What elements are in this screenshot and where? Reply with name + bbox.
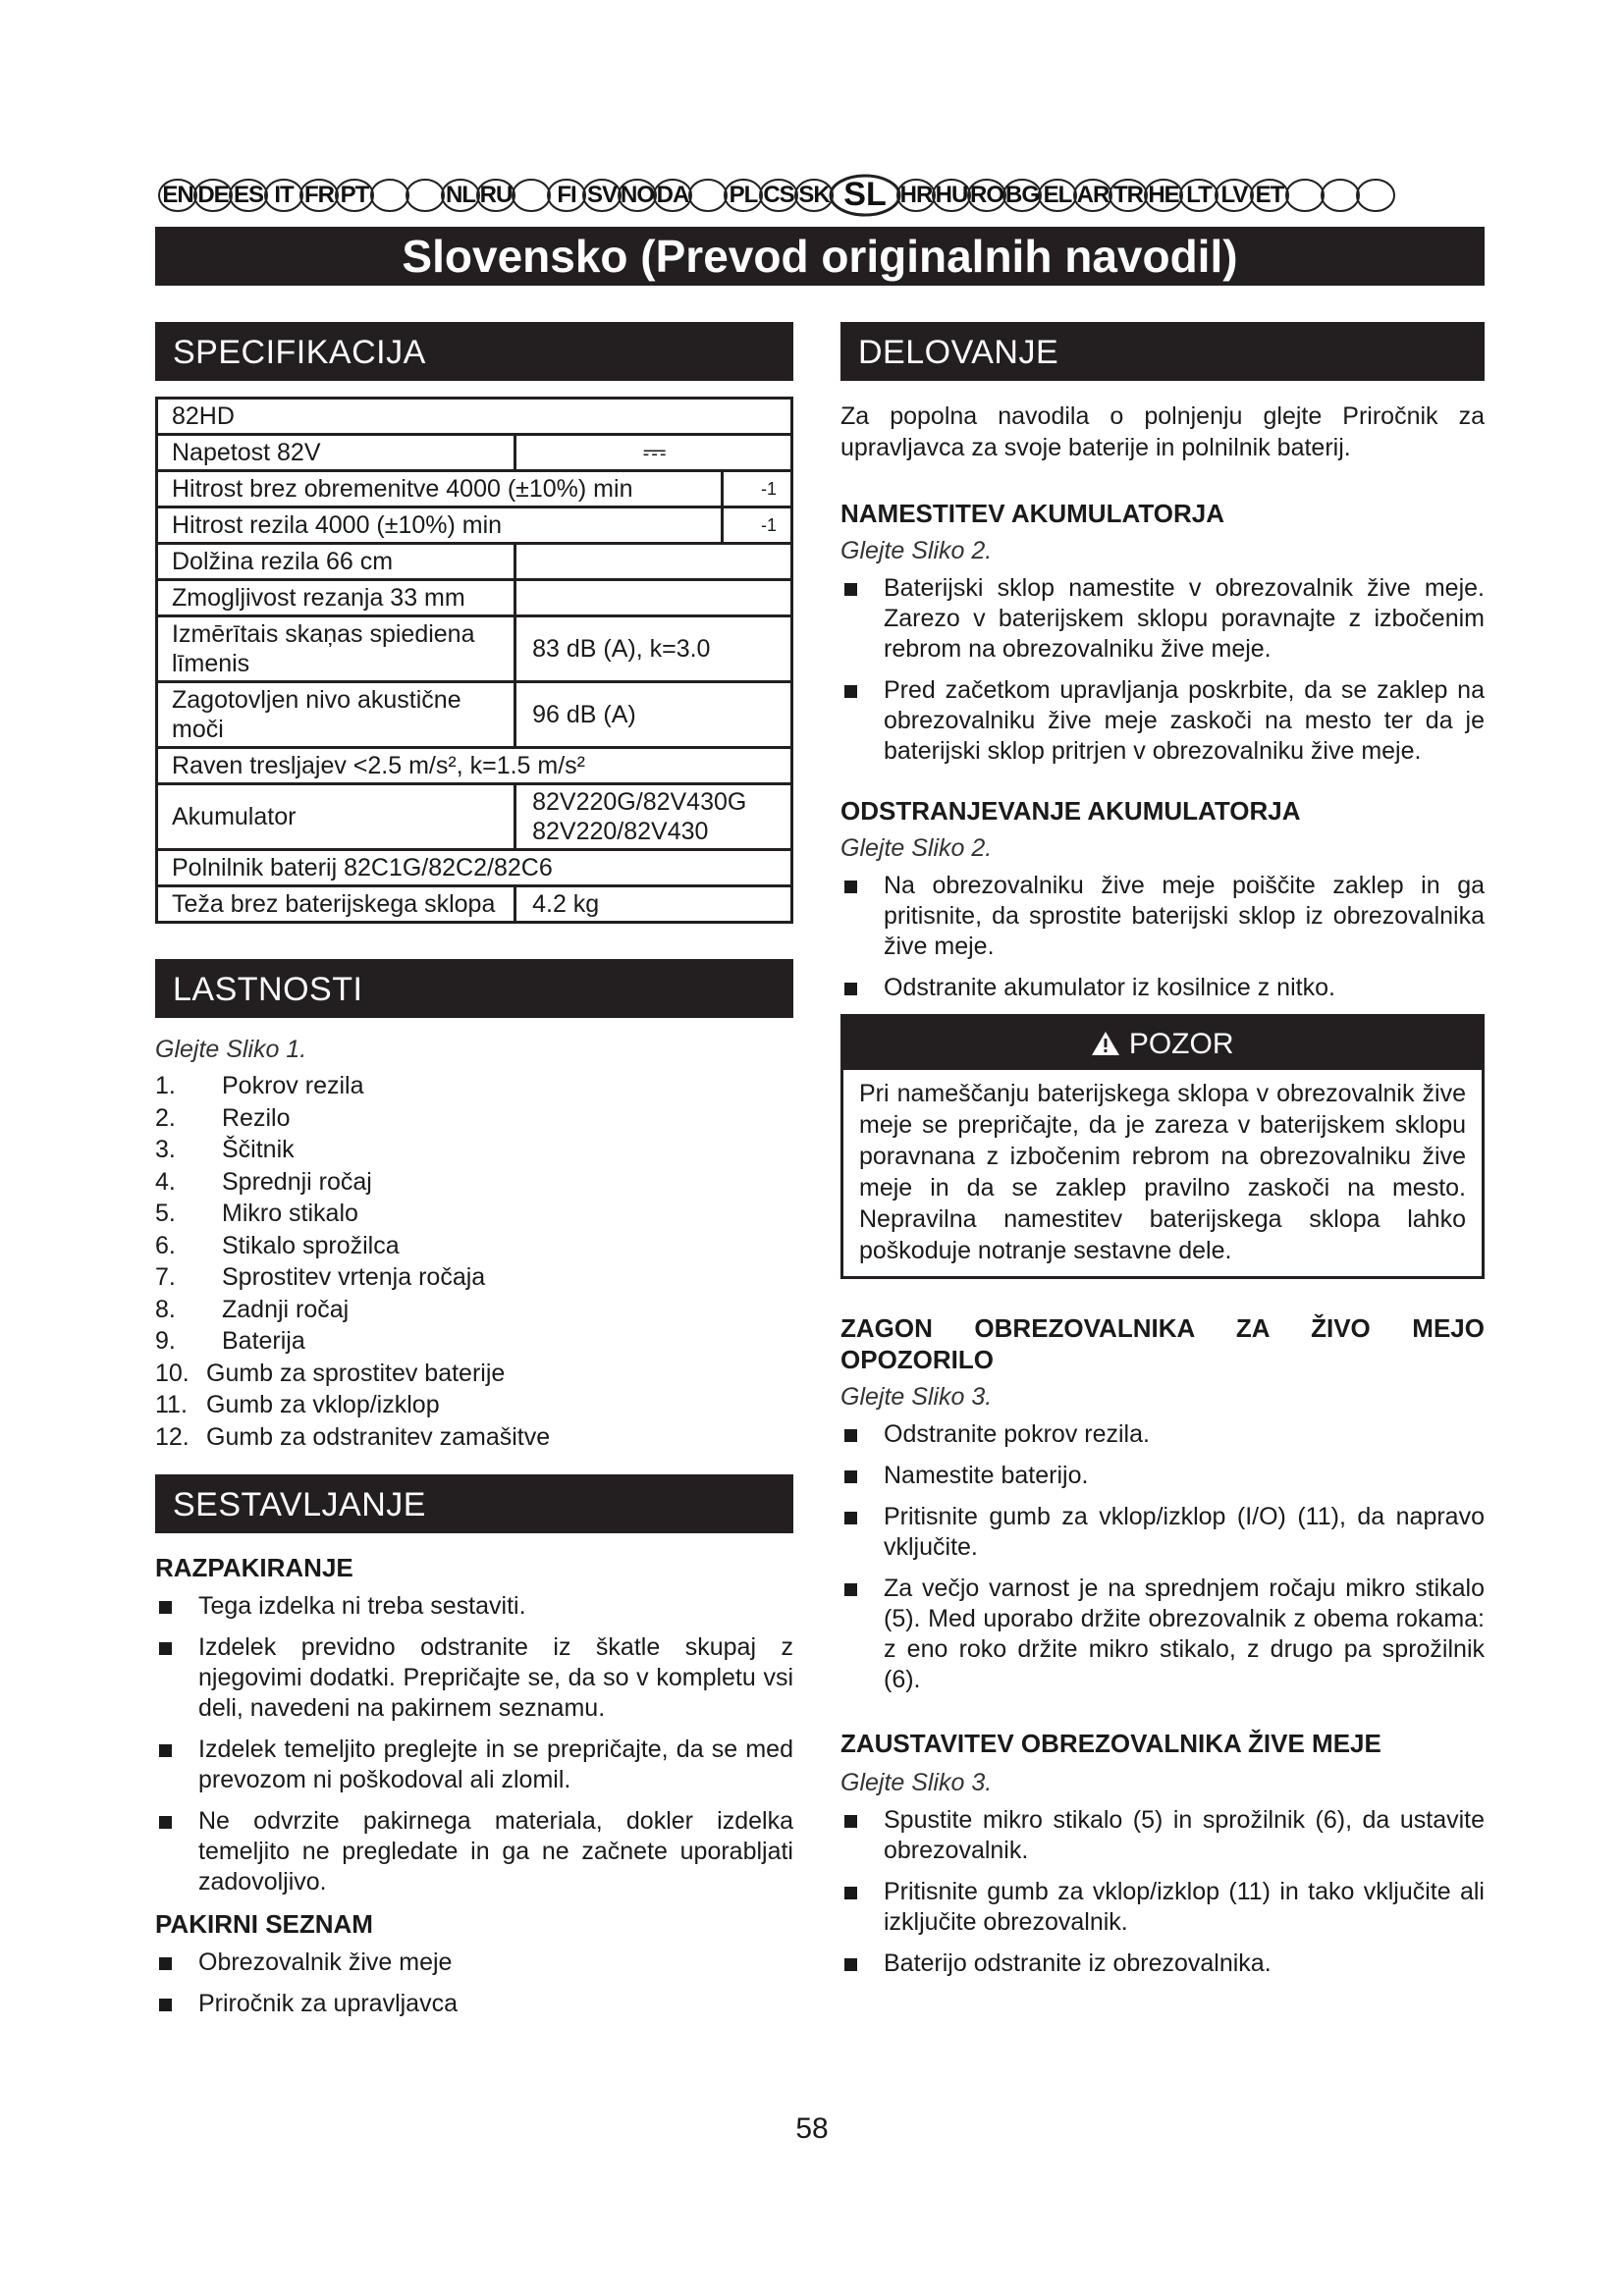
language-tab-fr: FR: [304, 182, 334, 208]
list-item-text: Ne odvrzite pakirnega materiala, dokler izdelka temeljito ne pregledate in ga ne začnete uporabljati zadovoljivo.: [198, 1807, 793, 1896]
language-tab-he: HE: [1148, 182, 1179, 208]
list-item: [155, 1989, 793, 2019]
table-row: [157, 471, 792, 507]
see-figure-3: Glejte Sliko 3.: [840, 1383, 993, 1411]
section-heading-delovanje: DELOVANJE: [840, 322, 1485, 381]
bullet-square-icon: [844, 1958, 857, 1971]
table-row: [157, 850, 792, 886]
see-figure-1: Glejte Sliko 1.: [155, 1036, 307, 1063]
table-row: [157, 544, 792, 580]
bullet-square-icon: [844, 583, 857, 596]
list-item-text: Na obrezovalniku žive meje poiščite zaklep in ga pritisnite, da sprostite baterijski sklop iz obrezovalnika žive meje.: [884, 872, 1485, 960]
list-item: [840, 1877, 1485, 1938]
subheading-zaustavitev: ZAUSTAVITEV OBREZOVALNIKA ŽIVE MEJE: [840, 1729, 1381, 1758]
bullet-square-icon: [844, 1815, 857, 1828]
list-item: [155, 1806, 793, 1897]
spec-battery-label: Akumulator: [157, 784, 515, 850]
list-item: [155, 1358, 793, 1390]
razpakiranje-list: [155, 1591, 793, 1897]
list-item: [155, 1070, 793, 1102]
list-item: [155, 1134, 793, 1166]
list-item-text: Baterijo odstranite iz obrezovalnika.: [884, 1949, 1272, 1977]
warning-triangle-icon: [1091, 1028, 1128, 1060]
table-row: [157, 784, 792, 850]
see-figure-3: Glejte Sliko 3.: [840, 1769, 993, 1796]
bullet-square-icon: [159, 1816, 172, 1829]
subheading-namestitev: NAMESTITEV AKUMULATORJA: [840, 499, 1224, 528]
list-item-text: Za večjo varnost je na sprednjem ročaju mikro stikalo (5). Med uporabo držite obrezovalnik z obema rokama: z eno roko držite mikro stikalo, z drugo pa sprožilnik (6).: [884, 1575, 1485, 1693]
dc-symbol-icon: ⎓: [515, 435, 792, 471]
subheading-pakirni-seznam: PAKIRNI SEZNAM: [155, 1909, 373, 1939]
list-item-number: 1.: [155, 1072, 176, 1099]
language-tab-ru: RU: [479, 182, 513, 208]
list-item-number: 5.: [155, 1200, 176, 1227]
list-item: [155, 1632, 793, 1724]
list-item-number: 3.: [155, 1136, 176, 1163]
spec-no-load-speed: Hitrost brez obremenitve 4000 (±10%) min: [157, 471, 723, 507]
list-item: [840, 1461, 1485, 1491]
bullet-square-icon: [159, 1999, 172, 2011]
spec-sound-power-label: Zagotovljen nivo akustične moči: [157, 682, 515, 748]
bullet-square-icon: [844, 1470, 857, 1483]
list-item-number: 9.: [155, 1327, 176, 1355]
list-item-text: Pokrov rezila: [222, 1072, 364, 1099]
list-item-text: Ščitnik: [222, 1136, 295, 1163]
warning-header: [843, 1017, 1482, 1070]
subheading-razpakiranje: RAZPAKIRANJE: [155, 1553, 353, 1582]
zaustavitev-list: [840, 1805, 1485, 1979]
subheading-zagon: ZAGON OBREZOVALNIKA ZA ŽIVO MEJO OPOZORILO: [840, 1313, 1485, 1374]
list-item: [840, 1419, 1485, 1450]
list-item-text: Tega izdelka ni treba sestaviti.: [198, 1592, 526, 1620]
bullet-square-icon: [159, 1744, 172, 1757]
spec-sound-pressure-value: 83 dB (A), k=3.0: [515, 616, 792, 682]
bullet-square-icon: [159, 1642, 172, 1655]
warning-box: [840, 1014, 1485, 1279]
list-item: [155, 1389, 793, 1421]
list-item-text: Odstranite pokrov rezila.: [884, 1420, 1150, 1448]
section-heading-specifikacija: SPECIFIKACIJA: [155, 322, 793, 381]
language-tab-da: DA: [656, 182, 689, 208]
section-heading-lastnosti: LASTNOSTI: [155, 959, 793, 1018]
table-row: [157, 682, 792, 748]
spec-model: 82HD: [157, 399, 792, 435]
list-item-number: 7.: [155, 1263, 176, 1291]
table-row: [157, 748, 792, 784]
specification-table: [155, 397, 793, 924]
list-item-text: Baterijski sklop namestite v obrezovalnik žive meje. Zarezo v baterijskem sklopu poravnajte z izbočenim rebrom na obrezovalniku žive meje.: [884, 574, 1485, 663]
spec-vibration: Raven tresljajev <2.5 m/s², k=1.5 m/s²: [157, 748, 792, 784]
list-item-text: Stikalo sprožilca: [222, 1231, 400, 1259]
language-tab-nl: NL: [446, 182, 475, 208]
page-number: 58: [795, 2112, 829, 2145]
list-item-text: Sprostitev vrtenja ročaja: [222, 1263, 486, 1291]
bullet-square-icon: [159, 1957, 172, 1970]
language-tab-cs: CS: [763, 182, 794, 208]
list-item-number: 12.: [155, 1422, 189, 1451]
list-item-number: 2.: [155, 1103, 176, 1132]
list-item: [155, 1294, 793, 1326]
table-row: [157, 399, 792, 435]
spec-weight-value: 4.2 kg: [515, 886, 792, 923]
language-tab-it: IT: [274, 182, 294, 208]
list-item: [840, 1574, 1485, 1695]
language-tab-en: EN: [162, 182, 193, 208]
bullet-square-icon: [844, 685, 857, 698]
spec-blade-speed: Hitrost rezila 4000 (±10%) min: [157, 507, 723, 544]
bullet-square-icon: [844, 1429, 857, 1442]
language-tab-et: ET: [1255, 182, 1284, 208]
language-tab-bg: BG: [1005, 182, 1039, 208]
list-item-number: 8.: [155, 1295, 176, 1323]
bullet-square-icon: [844, 1512, 857, 1524]
section-heading-sestavljanje: SESTAVLJANJE: [155, 1474, 793, 1533]
language-tab-el: EL: [1043, 182, 1072, 208]
see-figure-2: Glejte Sliko 2.: [840, 834, 993, 862]
list-item: [155, 1166, 793, 1199]
spec-superscript: -1: [723, 471, 792, 507]
language-tab-lv: LV: [1220, 182, 1248, 208]
spec-battery-value-2: 82V220/82V430: [532, 818, 709, 845]
language-tab-tr: TR: [1113, 182, 1143, 208]
language-tab-hu: HU: [935, 182, 968, 208]
spec-battery-value: [515, 784, 792, 850]
language-tab-sl: SL: [843, 176, 887, 213]
list-item: [155, 1325, 793, 1358]
spec-charger: Polnilnik baterij 82C1G/82C2/82C6: [157, 850, 792, 886]
table-row: [157, 435, 792, 471]
spec-voltage-label: Napetost 82V: [157, 435, 515, 471]
language-tab-no: NO: [621, 182, 654, 208]
list-item: [840, 871, 1485, 962]
list-item-text: Zadnji ročaj: [222, 1295, 350, 1323]
bullet-square-icon: [844, 1583, 857, 1596]
bullet-square-icon: [159, 1601, 172, 1614]
list-item: [840, 675, 1485, 767]
list-item-text: Pritisnite gumb za vklop/izklop (I/O) (11), da napravo vključite.: [884, 1503, 1485, 1561]
list-item-text: Gumb za vklop/izklop: [206, 1391, 440, 1418]
language-tab-de: DE: [197, 182, 229, 208]
language-tab-ro: RO: [970, 182, 1003, 208]
namestitev-list: [840, 573, 1485, 767]
list-item-text: Odstranite akumulator iz kosilnice z nitko.: [884, 974, 1335, 1001]
bullet-square-icon: [844, 881, 857, 893]
odstranjevanje-list: [840, 871, 1485, 1003]
language-tab-fi: FI: [557, 182, 576, 208]
spec-empty-cell: [515, 544, 792, 580]
list-item: [840, 1502, 1485, 1563]
spec-weight-label: Teža brez baterijskega sklopa: [157, 886, 515, 923]
list-item-number: 6.: [155, 1231, 176, 1259]
list-item: [155, 1591, 793, 1622]
subheading-odstranjevanje: ODSTRANJEVANJE AKUMULATORJA: [840, 796, 1301, 826]
spec-superscript: -1: [723, 507, 792, 544]
list-item-number: 10.: [155, 1359, 189, 1387]
list-item: [155, 1421, 793, 1454]
language-tab-lt: LT: [1186, 182, 1212, 208]
list-item: [840, 1949, 1485, 1979]
list-item-text: Mikro stikalo: [222, 1200, 358, 1227]
list-item-number: 4.: [155, 1167, 176, 1196]
language-tab-sk: SK: [798, 182, 830, 208]
list-item-text: Izdelek previdno odstranite iz škatle skupaj z njegovimi dodatki. Prepričajte se, da so v kompletu vsi deli, navedeni na pakirnem seznamu.: [198, 1633, 793, 1722]
list-item: [840, 973, 1485, 1003]
language-tabs: [157, 174, 1485, 217]
list-item-text: Priročnik za upravljavca: [198, 1990, 458, 2017]
spec-cutting-capacity: Zmogljivost rezanja 33 mm: [157, 580, 515, 616]
table-row: [157, 580, 792, 616]
zagon-list: [840, 1419, 1485, 1695]
spec-empty-cell: [515, 580, 792, 616]
spec-sound-power-value: 96 dB (A): [515, 682, 792, 748]
left-column: [155, 322, 793, 2030]
list-item-text: Gumb za odstranitev zamašitve: [206, 1422, 551, 1451]
see-figure-2: Glejte Sliko 2.: [840, 537, 993, 564]
right-column: [840, 322, 1485, 1990]
warning-text: Pri nameščanju baterijskega sklopa v obrezovalnik žive meje se prepričajte, da je zareza v baterijskem sklopu poravnana z izbočenim rebrom na obrezovalniku žive meje in da se zaklep pravilno zaskoči na mesto. Nepravilna namestitev baterijskega sklopa lahko poškoduje notranje sestavne dele.: [859, 1080, 1466, 1264]
bullet-square-icon: [844, 983, 857, 995]
pakirni-list: [155, 1948, 793, 2019]
language-tab-sv: SV: [586, 182, 618, 208]
list-item: [155, 1261, 793, 1294]
delovanje-intro: Za popolna navodila o polnjenju glejte Priročnik za upravljavca za svoje baterije in polnilnik baterij.: [840, 402, 1485, 461]
page-title: Slovensko (Prevod originalnih navodil): [155, 227, 1485, 286]
list-item-text: Baterija: [222, 1327, 305, 1355]
list-item-text: Namestite baterijo.: [884, 1462, 1089, 1489]
list-item-text: Gumb za sprostitev baterije: [206, 1359, 506, 1387]
list-item-number: 11.: [155, 1391, 188, 1418]
warning-title: POZOR: [1128, 1028, 1234, 1060]
spec-battery-value-1: 82V220G/82V430G: [532, 788, 747, 816]
list-item-text: Rezilo: [222, 1103, 291, 1132]
language-tab-hr: HR: [899, 182, 933, 208]
spec-blade-length: Dolžina rezila 66 cm: [157, 544, 515, 580]
list-item-text: Izdelek temeljito preglejte in se prepričajte, da se med prevozom ni poškodoval ali zlomil.: [198, 1735, 793, 1793]
list-item-text: Pred začetkom upravljanja poskrbite, da se zaklep na obrezovalniku žive meje zaskoči na mesto ter da je baterijski sklop pritrjen v obrezovalniku žive meje.: [884, 676, 1485, 765]
list-item: [840, 573, 1485, 665]
language-tab-pt: PT: [340, 182, 369, 208]
list-item: [155, 1230, 793, 1262]
list-item-text: Pritisnite gumb za vklop/izklop (11) in tako vključite ali izključite obrezovalnik.: [884, 1878, 1485, 1936]
language-tab-es: ES: [233, 182, 264, 208]
list-item: [155, 1948, 793, 1978]
table-row: [157, 507, 792, 544]
table-row: [157, 616, 792, 682]
list-item-text: Spustite mikro stikalo (5) in sprožilnik (6), da ustavite obrezovalnik.: [884, 1806, 1485, 1864]
list-item-text: Obrezovalnik žive meje: [198, 1949, 453, 1976]
list-item-text: Sprednji ročaj: [222, 1167, 372, 1196]
list-item: [155, 1735, 793, 1795]
language-tab-ar: AR: [1076, 182, 1110, 208]
table-row: [157, 886, 792, 923]
list-item: [840, 1805, 1485, 1866]
parts-list: [155, 1070, 793, 1453]
spec-sound-pressure-label: Izmērītais skaņas spiediena līmenis: [157, 616, 515, 682]
list-item: [155, 1198, 793, 1230]
list-item: [155, 1102, 793, 1135]
bullet-square-icon: [844, 1887, 857, 1899]
language-tab-pl: PL: [729, 182, 758, 208]
